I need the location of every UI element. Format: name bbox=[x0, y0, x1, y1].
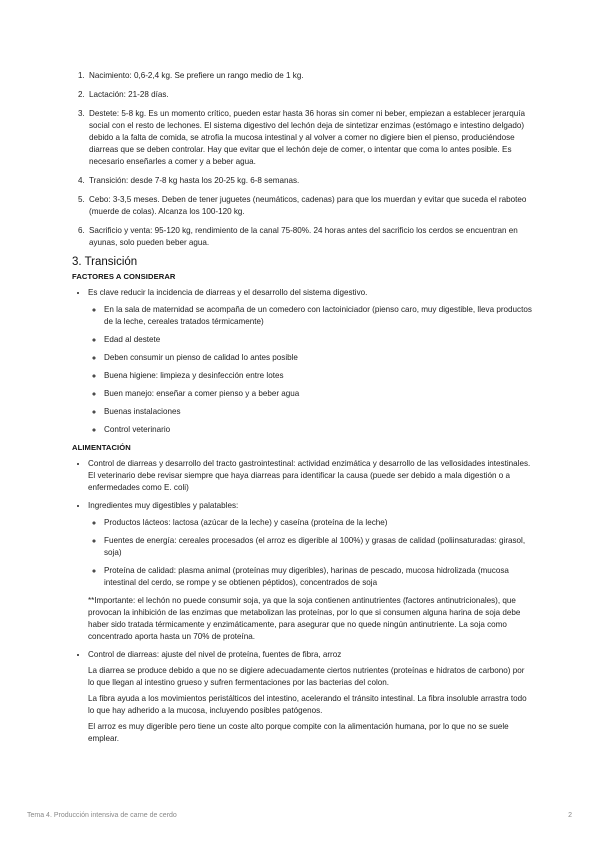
list-item bbox=[88, 649, 532, 745]
list-item: ◦ Control veterinario bbox=[104, 424, 532, 436]
alimentacion-heading: ALIMENTACIÓN bbox=[72, 443, 131, 452]
ingredientes-sublist bbox=[88, 517, 532, 589]
list-item-text: Ingredientes muy digestibles y palatables: bbox=[88, 501, 239, 510]
page-footer bbox=[27, 812, 572, 819]
paragraph: La fibra ayuda a los movimientos peristálticos del intestino, acelerando el tránsito intestinal. La fibra insoluble arrastra todo lo que hay adherido a la mucosa, incluyendo posibles patógenos. bbox=[88, 694, 527, 715]
factores-heading: FACTORES A CONSIDERAR bbox=[72, 272, 176, 281]
list-item: 2. Lactación: 21-28 días. bbox=[87, 89, 532, 101]
alimentacion-list bbox=[72, 458, 532, 745]
soja-note: **Importante: el lechón no puede consumir soja, ya que la soja contienen antinutrientes (factores antinutricionales), que provocan la inhibición de las enzimas que metabolizan las proteínas, por lo que si consumen alguna harina de soja debe haber sido tratada térmicamente y enzimáticamente, para asegurar que no quede ningún antinutriente. La soja como concentrado aporta hasta un 70% de proteína. bbox=[88, 596, 521, 641]
list-item: • Control de diarreas y desarrollo del tracto gastrointestinal: actividad enzimática y desarrollo de las vellosidades intestinales. El veterinario debe revisar siempre que haya diarreas para identificar la causa (puede ser debido a mala digestión o a enfermedades como E. coli) bbox=[88, 458, 532, 494]
list-item: 1. Nacimiento: 0,6-2,4 kg. Se prefiere un rango medio de 1 kg. bbox=[87, 70, 532, 82]
list-item: ◦ Edad al destete bbox=[104, 334, 532, 346]
list-item: 6. Sacrificio y venta: 95-120 kg, rendimiento de la canal 75-80%. 24 horas antes del sacrificio los cerdos se encuentran en ayunas, solo pueden beber agua. bbox=[87, 225, 532, 249]
paragraph: La diarrea se produce debido a que no se digiere adecuadamente ciertos nutrientes (proteínas e hidratos de carbono) por lo que llegan al intestino grueso y sufren fermentaciones por las bacterias del colon. bbox=[88, 666, 525, 687]
list-item bbox=[88, 287, 532, 436]
list-item: 4. Transición: desde 7-8 kg hasta los 20-25 kg. 6-8 semanas. bbox=[87, 175, 532, 187]
list-item: ◦ Buena higiene: limpieza y desinfección entre lotes bbox=[104, 370, 532, 382]
page-number: 2 bbox=[568, 812, 572, 819]
list-item: ◦ Fuentes de energía: cereales procesados (el arroz es digerible al 100%) y grasas de calidad (poliinsaturadas: girasol, soja) bbox=[104, 535, 532, 559]
list-item-text: Control de diarreas: ajuste del nivel de proteína, fuentes de fibra, arroz bbox=[88, 650, 342, 659]
section-title: 3. Transición bbox=[72, 256, 138, 268]
list-item: ◦ Buen manejo: enseñar a comer pienso y a beber agua bbox=[104, 388, 532, 400]
list-item: 5. Cebo: 3-3,5 meses. Deben de tener juguetes (neumáticos, cadenas) para que los muerdan y evitar que suceda el raboteo (muerde de colas). Alcanza los 100-120 kg. bbox=[87, 194, 532, 218]
document-body bbox=[72, 70, 532, 751]
list-item-text: Es clave reducir la incidencia de diarreas y el desarrollo del sistema digestivo. bbox=[88, 288, 368, 297]
factores-list bbox=[72, 287, 532, 436]
factores-sublist bbox=[88, 304, 532, 436]
list-item: ◦ Proteína de calidad: plasma animal (proteínas muy digeribles), harinas de pescado, mucosa hidrolizada (mucosa intestinal del cerdo, se rompe y se obtienen péptidos), concentrados de soja bbox=[104, 565, 532, 589]
list-item: ◦ En la sala de maternidad se acompaña de un comedero con lactoiniciador (pienso caro, muy digestible, lleva productos de la leche, cereales tratados térmicamente) bbox=[104, 304, 532, 328]
list-item: ◦ Buenas instalaciones bbox=[104, 406, 532, 418]
footer-title: Tema 4. Producción intensiva de carne de cerdo bbox=[27, 812, 177, 819]
list-item: 3. Destete: 5-8 kg. Es un momento crítico, pueden estar hasta 36 horas sin comer ni beber, empiezan a establecer jerarquía social con el resto de lechones. El sistema digestivo del lechón deja de sintetizar enzimas (estómago e intestino delgado) debido a la falta de comida, se atrofia la mucosa intestinal y al volver a comer no digiere bien el pienso, produciéndose diarreas que se deben controlar. Hay que evitar que el lechón deje de comer, o intentar que coma lo antes posible. Es necesario enseñarles a comer y a beber agua. bbox=[87, 108, 532, 168]
paragraph: El arroz es muy digerible pero tiene un coste alto porque compite con la alimentación humana, por lo que no se suele emplear. bbox=[88, 722, 509, 743]
list-item bbox=[88, 500, 532, 643]
list-item: ◦ Deben consumir un pienso de calidad lo antes posible bbox=[104, 352, 532, 364]
list-item: ◦ Productos lácteos: lactosa (azúcar de la leche) y caseína (proteína de la leche) bbox=[104, 517, 532, 529]
production-phases-list bbox=[72, 70, 532, 249]
